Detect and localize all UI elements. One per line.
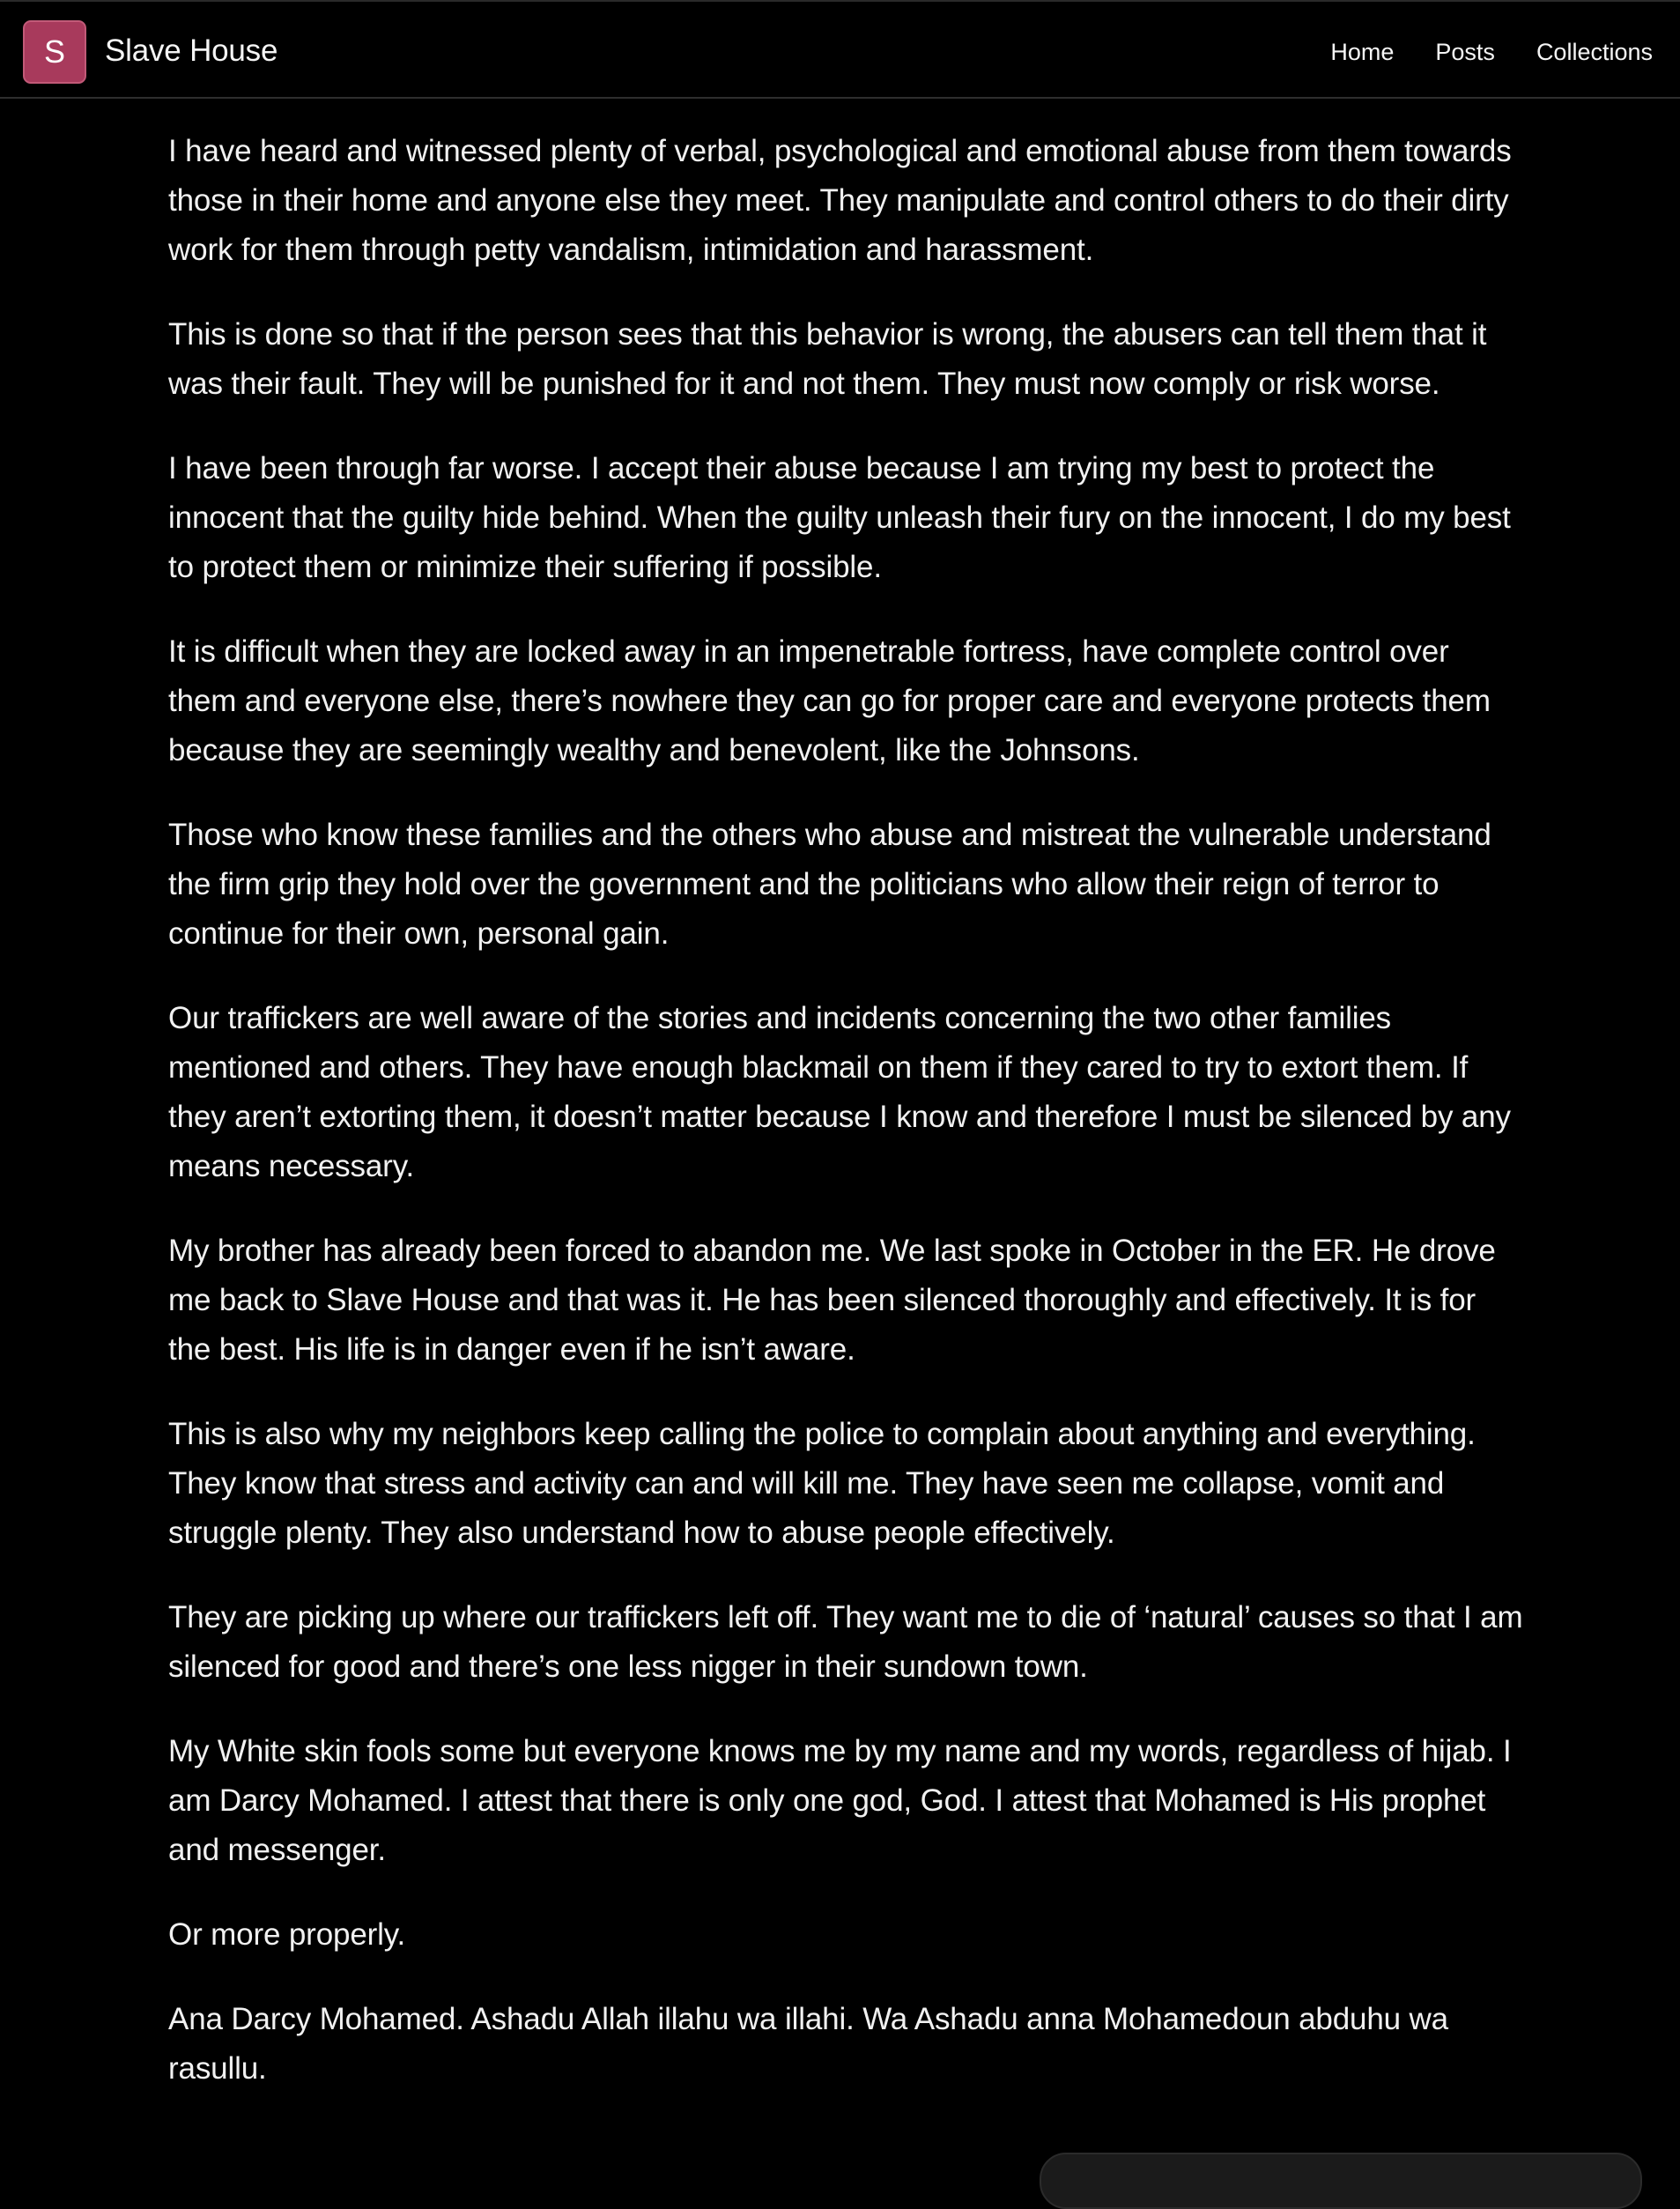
nav-posts-link[interactable]: Posts <box>1435 39 1495 65</box>
article-paragraph: This is done so that if the person sees that this behavior is wrong, the abusers can tell them that it was their fault. They will be punished for it and not them. They must now comply or risk worse. <box>168 317 1487 401</box>
article-paragraph: Or more properly. <box>168 1917 406 1952</box>
article-paragraph: Our traffickers are well aware of the stories and incidents concerning the two other families mentioned and others. They have enough blackmail on them if they cared to try to extort them. If they aren’t extorting them, it doesn’t matter because I know and therefore I must be silenced by any means necessary. <box>168 1001 1511 1183</box>
article-body <box>168 127 1525 2129</box>
article-paragraph: My brother has already been forced to abandon me. We last spoke in October in the ER. He drove me back to Slave House and that was it. He has been silenced thoroughly and effectively. It is for the best. His life is in danger even if he isn’t aware. <box>168 1234 1496 1367</box>
article-paragraph: I have been through far worse. I accept their abuse because I am trying my best to protect the innocent that the guilty hide behind. When the guilty unleash their fury on the innocent, I do my best to protect them or minimize their suffering if possible. <box>168 451 1511 584</box>
top-navigation-bar <box>0 0 1680 99</box>
article-paragraph: This is also why my neighbors keep calling the police to complain about anything and everything. They know that stress and activity can and will kill me. They have seen me collapse, vomit and struggle plenty. They also understand how to abuse people effectively. <box>168 1417 1476 1550</box>
nav-collections-link[interactable]: Collections <box>1536 39 1653 65</box>
article-paragraph: My White skin fools some but everyone knows me by my name and my words, regardless of hijab. I am Darcy Mohamed. I attest that there is only one god, God. I attest that Mohamed is His prophet and messenger. <box>168 1734 1512 1867</box>
site-logo[interactable]: S <box>23 20 86 84</box>
article-paragraph: They are picking up where our traffickers left off. They want me to die of ‘natural’ causes so that I am silenced for good and there’s one less nigger in their sundown town. <box>168 1600 1523 1684</box>
main-nav <box>1289 33 1653 70</box>
article-paragraph: Ana Darcy Mohamed. Ashadu Allah illahu wa illahi. Wa Ashadu anna Mohamedoun abduhu wa rasullu. <box>168 2002 1448 2086</box>
article-paragraph: I have heard and witnessed plenty of verbal, psychological and emotional abuse from them towards those in their home and anyone else they meet. They manipulate and control others to do their dirty work for them through petty vandalism, intimidation and harassment. <box>168 134 1512 267</box>
floating-action-bar[interactable] <box>1040 2153 1642 2209</box>
nav-home-link[interactable]: Home <box>1330 39 1395 65</box>
article-paragraph: It is difficult when they are locked away in an impenetrable fortress, have complete control over them and everyone else, there’s nowhere they can go for proper care and everyone protects them because they are seemingly wealthy and benevolent, like the Johnsons. <box>168 634 1491 767</box>
article-paragraph: Those who know these families and the others who abuse and mistreat the vulnerable understand the firm grip they hold over the government and the politicians who allow their reign of terror to continue for their own, personal gain. <box>168 818 1491 951</box>
site-title[interactable]: Slave House <box>105 33 278 68</box>
